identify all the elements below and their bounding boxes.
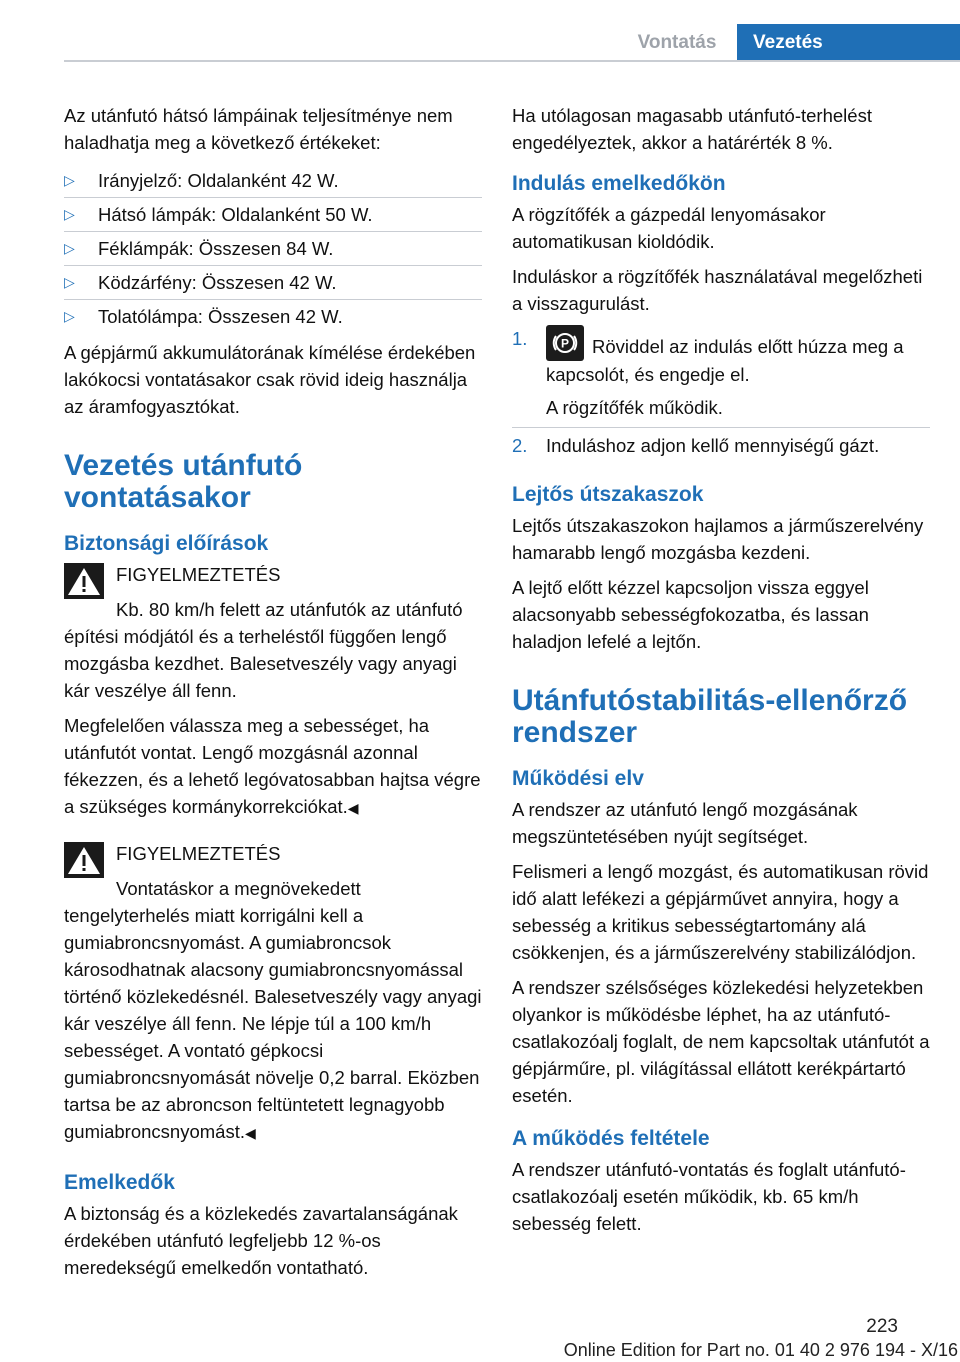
- header-rule: [64, 60, 960, 62]
- principle-text: A rendszer szélsőséges közlekedési helyzetekben olyankor is működésbe léphet, ha az utánfutó-csatlakozóalj foglalt, de nem kapcsoltak utánfutót a gépjárműre, pl. világítással ellátott kerékpártartó esetén.: [512, 977, 930, 1106]
- triangle-right-icon: ▷: [64, 206, 75, 222]
- triangle-right-icon: ▷: [64, 240, 75, 256]
- hill-start-heading: Indulás emelkedőkön: [512, 172, 726, 195]
- left-column: [64, 102, 482, 1289]
- warning-text: Kb. 80 km/h felett az utánfutók az utánfutó építési módjától és a terheléstől függően lengő mozgásba kezdhet. Balesetveszély vagy anyagi kár veszélye áll fenn.: [64, 599, 463, 701]
- warning-triangle-icon: [64, 563, 104, 599]
- hill-start-text: A rögzítőfék a gázpedál lenyomásakor automatikusan kioldódik.: [512, 204, 826, 252]
- list-item: 1. P Röviddel az indulás előtt húzza meg a kapcsolót, és engedje el. A rögzítőfék működik.: [512, 325, 930, 427]
- slopes-heading: Emelkedők: [64, 1171, 175, 1194]
- edition-footer: Online Edition for Part no. 01 40 2 976 194 - X/16: [563, 1340, 958, 1360]
- triangle-right-icon: ▷: [64, 274, 75, 290]
- warning-text: Megfelelően válassza meg a sebességet, ha utánfutót vontat. Lengő mozgásnál azonnal fékezzen, és a lehető legóvatosabban hajtsa végre a szükséges kormánykorrekciókat.◀: [64, 715, 481, 817]
- downhill-text: A lejtő előtt kézzel kapcsoljon vissza eggyel alacsonyabb sebességfokozatba, és lassan haladjon lefelé a lejtőn.: [512, 577, 869, 652]
- step-result: A rögzítőfék működik.: [546, 397, 723, 418]
- tab-vezetes[interactable]: Vezetés: [737, 24, 960, 61]
- end-marker: ◀: [244, 1125, 256, 1141]
- condition-heading: A működés feltétele: [512, 1127, 710, 1150]
- list-item: ▷ Ködzárfény: Összesen 42 W.: [64, 266, 482, 300]
- parking-brake-button-icon: [546, 325, 584, 361]
- triangle-right-icon: ▷: [64, 308, 75, 324]
- list-item: ▷ Féklámpák: Összesen 84 W.: [64, 232, 482, 266]
- list-item: ▷ Irányjelző: Oldalanként 42 W.: [64, 164, 482, 198]
- step-number: 1.: [512, 328, 528, 349]
- hill-start-steps: [512, 325, 930, 465]
- warning-label: FIGYELMEZTETÉS: [116, 843, 281, 864]
- principle-text: A rendszer az utánfutó lengő mozgásának megszüntetésében nyújt segítséget.: [512, 799, 858, 847]
- warning-block-2: [64, 840, 482, 1147]
- load-limit-text: Ha utólagosan magasabb utánfutó-terhelést engedélyeztek, akkor a határérték 8 %.: [512, 105, 872, 153]
- svg-text:P: P: [560, 336, 570, 351]
- list-item: 2. Induláshoz adjon kellő mennyiségű gázt.: [512, 427, 930, 465]
- battery-note: A gépjármű akkumulátorának kímélése érdekében lakókocsi vontatásakor csak rövid ideig használja az áramfogyasztókat.: [64, 342, 476, 417]
- safety-heading: Biztonsági előírások: [64, 532, 269, 555]
- end-marker: ◀: [347, 800, 359, 816]
- right-column: [512, 102, 930, 1245]
- list-item: ▷ Tolatólámpa: Összesen 42 W.: [64, 300, 482, 333]
- taillight-list: [64, 164, 482, 333]
- warning-triangle-icon: [64, 842, 104, 878]
- hill-start-text: Induláskor a rögzítőfék használatával megelőzheti a visszagurulást.: [512, 266, 923, 314]
- section-title-driving-with-trailer: Vezetés utánfutó vontatásakor: [64, 449, 303, 514]
- triangle-right-icon: ▷: [64, 172, 75, 188]
- step-number: 2.: [512, 435, 528, 456]
- section-title-trailer-stability: Utánfutóstabilitás-ellenőrző rendszer: [512, 684, 908, 749]
- list-item: ▷ Hátsó lámpák: Oldalanként 50 W.: [64, 198, 482, 232]
- principle-heading: Működési elv: [512, 767, 644, 790]
- tab-vontatas[interactable]: Vontatás: [637, 32, 717, 53]
- downhill-heading: Lejtős útszakaszok: [512, 483, 704, 506]
- page-number: 223: [866, 1316, 898, 1337]
- taillight-intro: Az utánfutó hátsó lámpáinak teljesítménye nem haladhatja meg a következő értékeket:: [64, 105, 453, 153]
- warning-block-1: [64, 561, 482, 822]
- condition-text: A rendszer utánfutó-vontatás és foglalt utánfutó-csatlakozóalj esetén működik, kb. 65 km/h sebesség felett.: [512, 1159, 906, 1234]
- slopes-text: A biztonság és a közlekedés zavartalanságának érdekében utánfutó legfeljebb 12 %-os meredekségű emelkedőn vontatható.: [64, 1203, 458, 1278]
- principle-text: Felismeri a lengő mozgást, és automatikusan rövid idő alatt lefékezi a gépjárművet annyira, hogy a sebesség a kritikus sebességtartomány alá csökkenjen, és a járműszerelvény stabilizálódjon.: [512, 861, 929, 963]
- downhill-text: Lejtős útszakaszokon hajlamos a járműszerelvény hamarabb lengő mozgásba kezdeni.: [512, 515, 924, 563]
- warning-text: Vontatáskor a megnövekedett tengelyterhelés miatt korrigálni kell a gumiabroncsnyomást. A gumiabroncsok károsodhatnak alacsony gumiabroncsnyomással történő közlekedésnél. Balesetveszély vagy anyagi kár veszélye áll fenn. Ne lépje túl a 100 km/h sebességet. A vontató gépkocsi gumiabroncsnyomását növelje 0,2 barral. Eközben tartsa be az abroncson feltüntetett legnagyobb gumiabroncsnyomást.◀: [64, 878, 482, 1142]
- warning-label: FIGYELMEZTETÉS: [116, 564, 281, 585]
